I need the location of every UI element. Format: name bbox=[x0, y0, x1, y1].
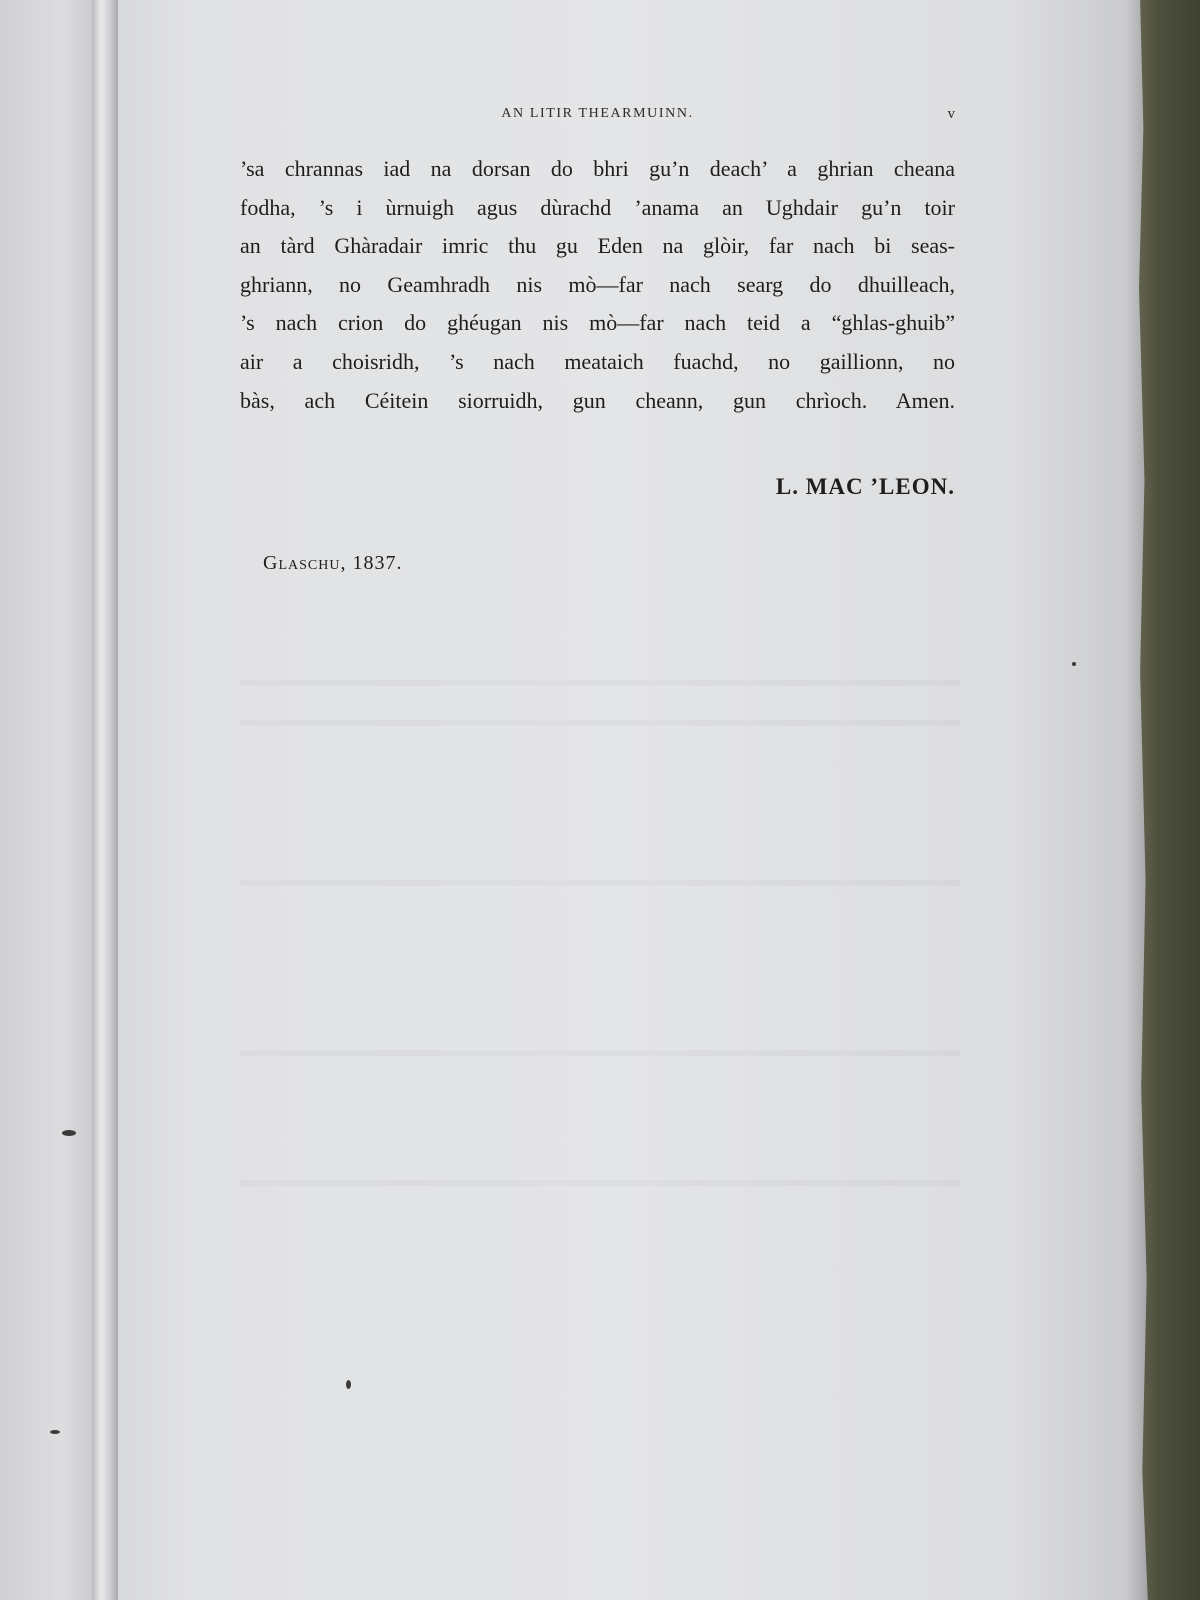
running-head-title: AN LITIR THEARMUINN. bbox=[501, 106, 694, 121]
show-through-mark bbox=[240, 720, 960, 726]
body-line: air a choisridh, ’s nach meataich fuachd, no gaillionn, no bbox=[240, 348, 955, 374]
place-and-date: Glaschu, 1837. bbox=[263, 552, 403, 574]
body-line: fodha, ’s i ùrnuigh agus dùrachd ’anama an Ughdair gu’n toir bbox=[240, 194, 955, 220]
show-through-mark bbox=[240, 880, 960, 886]
show-through-mark bbox=[240, 680, 960, 686]
body-line: bàs, ach Céitein siorruidh, gun cheann, gun chrìoch. Amen. bbox=[240, 387, 955, 413]
show-through-mark bbox=[240, 1050, 960, 1056]
body-line: ’s nach crion do ghéugan nis mò—far nach teid a “ghlas-ghuib” bbox=[240, 310, 955, 336]
body-line: ’sa chrannas iad na dorsan do bhri gu’n deach’ a ghrian cheana bbox=[240, 156, 955, 181]
paper-speck bbox=[346, 1380, 351, 1389]
book-gutter bbox=[92, 0, 118, 1600]
paper-speck bbox=[62, 1130, 76, 1136]
body-paragraph bbox=[240, 150, 955, 420]
body-line: an tàrd Ghàradair imric thu gu Eden na glòir, far nach bi seas- bbox=[240, 233, 955, 259]
body-line: ghriann, no Geamhradh nis mò—far nach searg do dhuilleach, bbox=[240, 271, 955, 297]
page-number: v bbox=[947, 106, 955, 122]
paper-speck bbox=[50, 1430, 60, 1434]
author-signature: L. MAC ’LEON. bbox=[775, 474, 955, 499]
paper-speck bbox=[1072, 662, 1076, 666]
show-through-mark bbox=[240, 1180, 960, 1186]
running-header bbox=[240, 106, 955, 128]
